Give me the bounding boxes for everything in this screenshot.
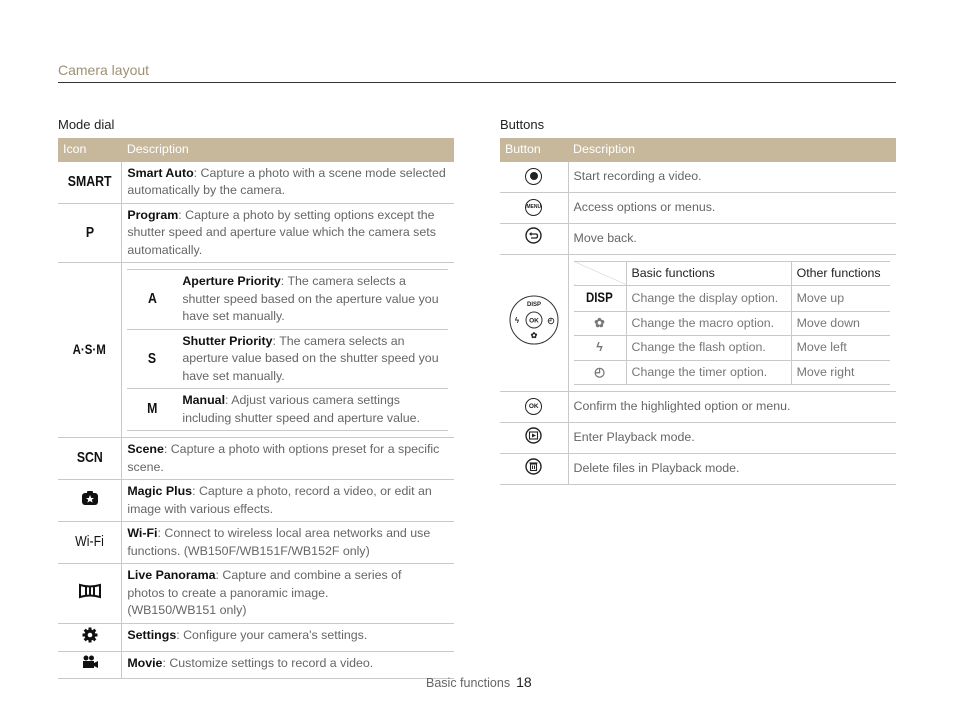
aperture-icon: A <box>127 270 177 330</box>
svg-text:◴: ◴ <box>547 316 555 325</box>
panorama-icon <box>58 564 122 624</box>
table-row: SCN Scene: Capture a photo with options preset for a specific scene. <box>58 438 454 480</box>
buttons-table <box>500 138 896 485</box>
nav-disp-label: DISP <box>526 302 541 308</box>
footer-section: Basic functions <box>426 676 511 690</box>
timer-icon: ◴ <box>574 360 627 385</box>
settings-icon <box>58 623 122 652</box>
col-button-header: Button <box>500 138 568 162</box>
page-number: 18 <box>516 674 532 690</box>
table-row: P Program: Capture a photo by setting options except the shutter speed and aperture value which the camera sets automatically. <box>58 203 454 263</box>
manual-icon: M <box>127 389 177 431</box>
col-desc-header: Description <box>568 138 896 162</box>
table-row: OK Confirm the highlighted option or menu. <box>500 392 896 423</box>
svg-text:✿: ✿ <box>530 331 538 340</box>
page-header: Camera layout <box>58 62 150 78</box>
macro-icon: ✿ <box>574 311 627 336</box>
buttons-title: Buttons <box>500 117 545 132</box>
smart-auto-icon: SMART <box>58 162 122 204</box>
flash-icon: ϟ <box>574 336 627 361</box>
table-row: Start recording a video. <box>500 162 896 193</box>
nav-ok-label: OK <box>528 317 539 325</box>
magic-plus-icon <box>58 480 122 522</box>
table-row: Movie: Customize settings to record a video. <box>58 652 454 679</box>
delete-button-icon <box>500 454 568 485</box>
shutter-icon: S <box>127 329 177 389</box>
col-other-header: Other functions <box>791 261 890 286</box>
table-row <box>500 254 896 392</box>
record-button-icon <box>500 162 568 193</box>
asm-subtable: A Aperture Priority: The camera selects a shutter speed based on the aperture value you have set manually. S Shutter Priority: The camera selects an aperture value based on the shutter speed you have set manually. M Manual: Adjust various camera settings including shutter speed and aperture value. <box>127 269 448 431</box>
mode-dial-table <box>58 138 454 679</box>
table-row: MENU Access options or menus. <box>500 192 896 223</box>
navigation-button-icon <box>500 254 568 392</box>
table-row: Settings: Configure your camera's settings. <box>58 623 454 652</box>
col-basic-header: Basic functions <box>626 261 791 286</box>
nav-subtable: Basic functions Other functions DISP Change the display option. Move up ✿ Change the macro option. Move down ϟ Change the flash option. Move left ◴ Change the timer option. Move right <box>574 261 891 386</box>
page-footer <box>426 674 532 690</box>
menu-button-icon: MENU <box>500 192 568 223</box>
table-row: SMART Smart Auto: Capture a photo with a scene mode selected automatically by the camera. <box>58 162 454 204</box>
program-icon: P <box>58 203 122 263</box>
svg-text:ϟ: ϟ <box>514 316 519 325</box>
movie-icon <box>58 652 122 679</box>
scene-icon: SCN <box>58 438 122 480</box>
back-button-icon <box>500 223 568 254</box>
ok-button-icon: OK <box>500 392 568 423</box>
table-row: Delete files in Playback mode. <box>500 454 896 485</box>
table-row: Magic Plus: Capture a photo, record a video, or edit an image with various effects. <box>58 480 454 522</box>
table-row: Live Panorama: Capture and combine a series of photos to create a panoramic image. (WB150/WB151 only) <box>58 564 454 624</box>
asm-icon: A·S·M <box>58 263 122 438</box>
table-row: Move back. <box>500 223 896 254</box>
header-divider <box>58 82 896 83</box>
table-row: Wi-Fi Wi-Fi: Connect to wireless local area networks and use functions. (WB150F/WB151F/WB152F only) <box>58 522 454 564</box>
table-row <box>58 263 454 438</box>
table-row: Enter Playback mode. <box>500 423 896 454</box>
mode-dial-title: Mode dial <box>58 117 115 132</box>
disp-icon: DISP <box>574 286 627 312</box>
col-icon-header: Icon <box>58 138 122 162</box>
col-desc-header: Description <box>122 138 454 162</box>
wifi-icon: Wi-Fi <box>58 522 122 564</box>
playback-button-icon <box>500 423 568 454</box>
